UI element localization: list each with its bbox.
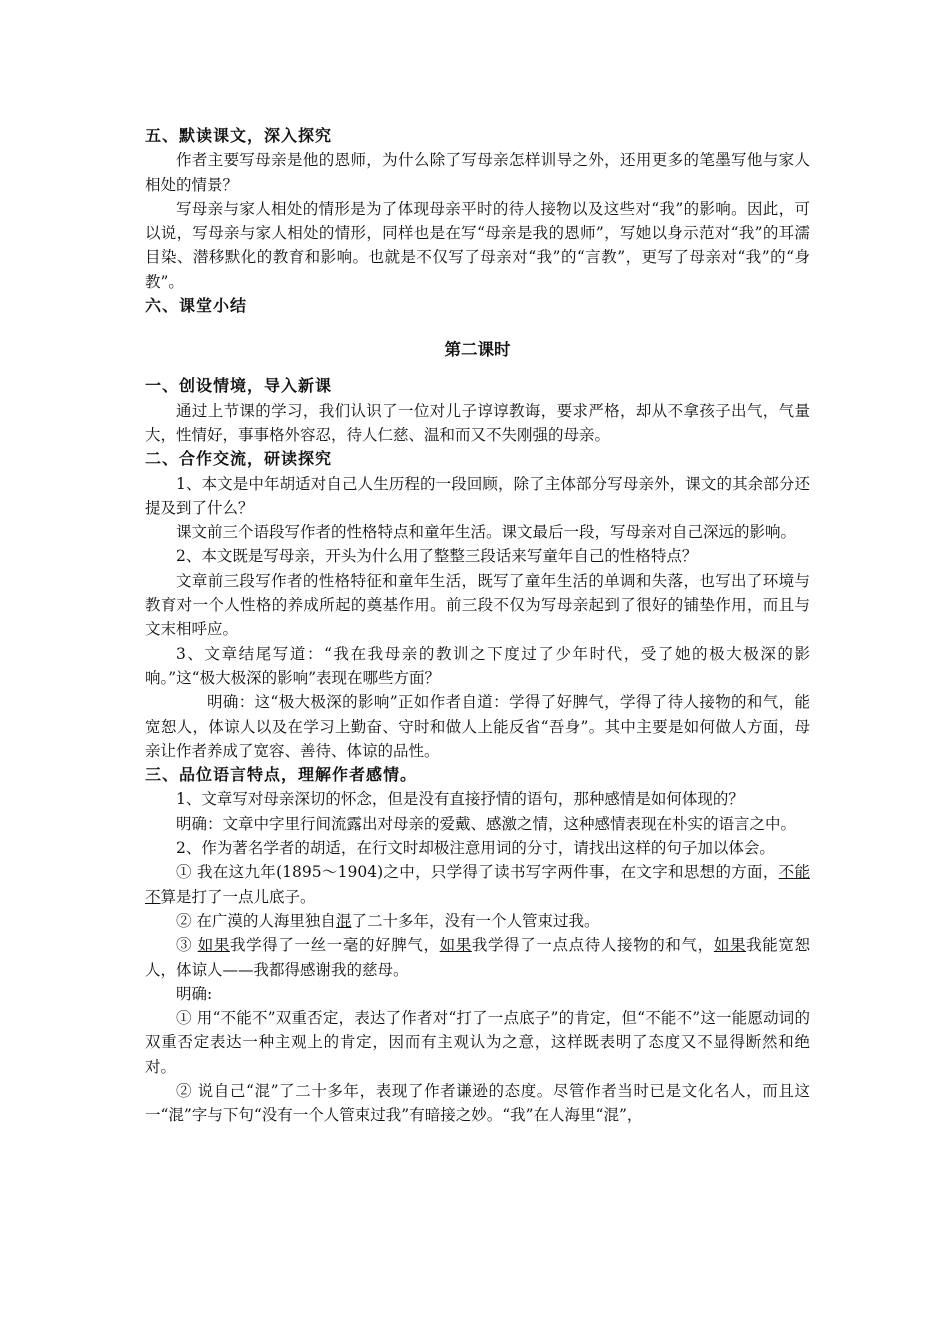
question-2: 2、本文既是写母亲，开头为什么用了整整三段话来写童年自己的性格特点？ [176,547,698,566]
example-2-underlined: 混 [335,911,352,930]
example-3 [145,933,810,982]
answer-2: 文章前三段写作者的性格特征和童年生活，既写了童年生活的单调和失落，也写出了环境与教育对一个人性格的养成所起的奠基作用。前三段不仅为写母亲起到了很好的铺垫作用，而且与文末相呼应。 [145,571,810,639]
section-5-question: 作者主要写母亲是他的恩师，为什么除了写母亲怎样训导之外，还用更多的笔墨写他与家人相处的情景？ [145,151,810,194]
lesson-2-section-1-text: 通过上节课的学习，我们认识了一位对儿子谆谆教诲，要求严格，却从不拿孩子出气，气量大，性情好，事事格外容忍，待人仁慈、温和而又不失刚强的母亲。 [145,401,810,444]
lesson-2-section-3-heading: 三、品位语言特点，理解作者感情。 [145,765,418,785]
language-question-2: 2、作为著名学者的胡适，在行文时却极注意用词的分寸，请找出这样的句子加以体会。 [176,839,775,858]
lesson-2-section-1-heading: 一、创设情境，导入新课 [145,376,333,396]
lesson-2-title: 第二课时 [444,340,511,360]
question-1: 1、本文是中年胡适对自己人生历程的一段回顾，除了主体部分写母亲外，课文的其余部分还提及到了什么？ [145,474,810,517]
example-1-underlined: 不能不 [145,863,810,906]
example-3-text-1: ③ [176,936,198,955]
example-2 [145,909,810,933]
clarification-1: ① 用“不能不”双重否定，表达了作者对“打了一点底子”的肯定，但“不能不”这一能愿动词的双重否定表达一种主观上的肯定，因而有主观认为之意，这样既表明了态度又不显得断然和绝对。 [145,1009,810,1076]
language-answer-1: 明确：文章中字里行间流露出对母亲的爱戴、感激之情，这种感情表现在朴实的语言之中。 [176,814,797,833]
example-3-underlined-3: 如果 [713,936,747,955]
example-3-underlined-2: 如果 [439,936,472,955]
question-3: 3、文章结尾写道：“我在我母亲的教训之下度过了少年时代，受了她的极大极深的影响。”这“极大极深的影响”表现在哪些方面？ [145,644,810,687]
example-2-text-a: ② 在广漠的人海里独自 [176,911,336,930]
section-5-answer: 写母亲与家人相处的情形是为了体现母亲平时的待人接物以及这些对“我”的影响。因此，可以说，写母亲与家人相处的情形，同样也是在写“母亲是我的恩师”，写她以身示范对“我”的耳濡目染、潜移默化的教育和影响。也就是不仅写了母亲对“我”的“言教”，更写了母亲对“我”的“身教”。 [145,199,810,291]
answer-1: 课文前三个语段写作者的性格特点和童年生活。课文最后一段，写母亲对自己深远的影响。 [176,523,797,542]
clarification-2: ② 说自己“混”了二十多年，表现了作者谦逊的态度。尽管作者当时已是文化名人，而且这一“混”字与下句“没有一个人管束过我”有暗接之妙。“我”在人海里“混”， [145,1081,810,1125]
example-2-text-b: 了二十多年，没有一个人管束过我。 [351,911,600,930]
language-question-1: 1、文章写对母亲深切的怀念，但是没有直接抒情的语句，那种感情是如何体现的？ [176,790,744,809]
example-1 [145,860,810,909]
example-3-text-2: 我学得了一丝一毫的好脾气， [229,936,440,955]
example-3-underlined-1: 如果 [197,936,230,955]
example-3-text-4: 我能宽恕人，体谅人——我都得感谢我的慈母。 [145,936,810,979]
document-page [145,124,810,1128]
section-5-heading: 五、默读课文，深入探究 [145,126,333,145]
lesson-2-section-2-heading: 二、合作交流，研读探究 [145,449,333,469]
example-1-text-a: ① 我在这九年(1895～1904)之中，只学得了读书写字两件事，在文字和思想的方面， [176,863,779,882]
section-6-heading: 六、课堂小结 [145,296,248,316]
example-1-text-b: 算是打了一点儿底子。 [160,887,316,906]
example-3-text-3: 我学得了一点点待人接物的和气， [471,936,714,955]
answer-3: 明确：这“极大极深的影响”正如作者自道：学得了好脾气，学得了待人接物的和气，能宽恕人，体谅人以及在学习上勤奋、守时和做人上能反省“吾身”。其中主要是如何做人方面，母亲让作者养成了宽容、善待、体谅的品性。 [145,693,810,760]
clarification-label: 明确: [176,984,213,1003]
